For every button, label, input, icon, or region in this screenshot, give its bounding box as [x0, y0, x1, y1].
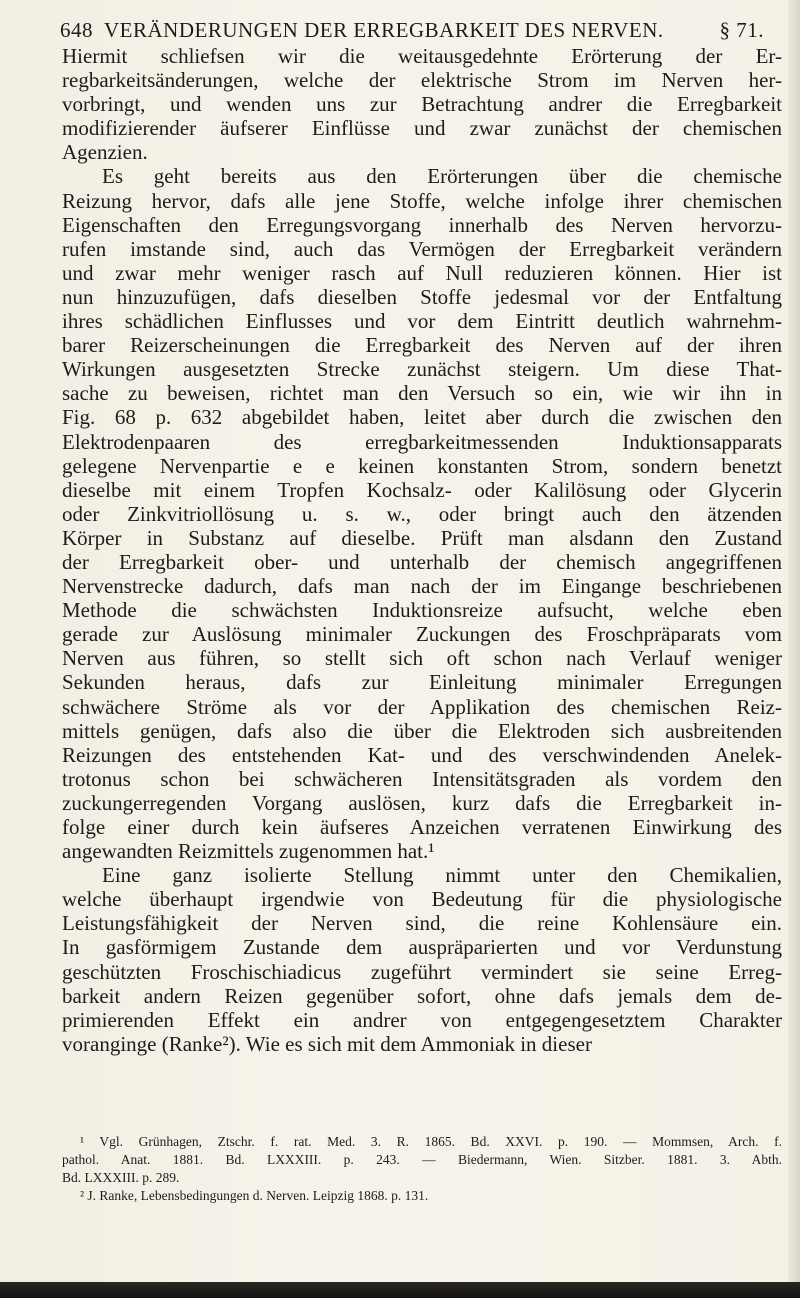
- scan-edge-bar: [0, 1282, 800, 1298]
- text-line: Sekunden heraus, dafs zur Einleitung minimaler Erregungen: [62, 670, 782, 695]
- text-line: voranginge (Ranke²). Wie es sich mit dem Ammoniak in dieser: [62, 1031, 592, 1056]
- text-line: Eine ganz isolierte Stellung nimmt unter den Chemikalien,: [102, 863, 782, 888]
- text-line: dieselbe mit einem Tropfen Kochsalz- oder Kalilösung oder Glycerin: [62, 477, 782, 502]
- text-line: welche überhaupt irgendwie von Bedeutung für die physiologische: [62, 887, 782, 912]
- text-line: gelegene Nervenpartie e e keinen konstanten Strom, sondern benetzt: [62, 453, 782, 478]
- footnotes: [62, 1133, 782, 1205]
- text-line: trotonus schon bei schwächeren Intensitätsgraden als vordem den: [62, 766, 782, 791]
- footnote-line: ² J. Ranke, Lebensbedingungen d. Nerven. Leipzig 1868. p. 131.: [80, 1188, 429, 1203]
- text-line: Wirkungen ausgesetzten Strecke zunächst steigern. Um diese That-: [62, 357, 782, 382]
- text-line: Nerven aus führen, so stellt sich oft schon nach Verlauf weniger: [62, 646, 782, 671]
- text-line: In gasförmigem Zustande dem auspräparierten und vor Verdunstung: [62, 935, 782, 960]
- text-line: modifizierender äufserer Einflüsse und zwar zunächst der chemischen: [62, 116, 782, 141]
- text-line: nun hinzuzufügen, dafs dieselben Stoffe jedesmal vor der Entfaltung: [62, 284, 782, 309]
- text-line: der Erregbarkeit ober- und unterhalb der chemisch angegriffenen: [62, 549, 782, 574]
- text-line: geschützten Froschischiadicus zugeführt vermindert sie seine Erreg-: [62, 959, 782, 984]
- text-line: oder Zinkvitriollösung u. s. w., oder bringt auch den ätzenden: [62, 501, 782, 526]
- text-line: Agenzien.: [62, 140, 148, 165]
- text-line: schwächere Ströme als vor der Applikation des chemischen Reiz-: [62, 694, 782, 719]
- text-line: Leistungsfähigkeit der Nerven sind, die reine Kohlensäure ein.: [62, 911, 782, 936]
- text-line: angewandten Reizmittels zugenommen hat.¹: [62, 839, 435, 864]
- text-line: sache zu beweisen, richtet man den Versuch so ein, wie wir ihn in: [62, 381, 782, 406]
- text-line: ihres schädlichen Einflusses und vor dem Eintritt deutlich wahrnehm-: [62, 309, 782, 334]
- text-line: Eigenschaften den Erregungsvorgang innerhalb des Nerven hervorzu-: [62, 212, 782, 237]
- page-number: 648: [60, 18, 93, 42]
- text-line: Körper in Substanz auf dieselbe. Prüft man alsdann den Zustand: [62, 525, 782, 550]
- text-line: Fig. 68 p. 632 abgebildet haben, leitet aber durch die zwischen den: [62, 405, 782, 430]
- text-line: Reizung hervor, dafs alle jene Stoffe, welche infolge ihrer chemischen: [62, 188, 782, 213]
- text-line: Hiermit schliefsen wir die weitausgedehnte Erörterung der Er-: [62, 44, 782, 68]
- body-text: [62, 44, 782, 1056]
- text-line: Es geht bereits aus den Erörterungen über die chemische: [102, 164, 782, 189]
- footnote-line: ¹ Vgl. Grünhagen, Ztschr. f. rat. Med. 3. R. 1865. Bd. XXVI. p. 190. — Mommsen, Arch. f.: [80, 1134, 782, 1149]
- text-line: primierenden Effekt ein andrer von entgegengesetztem Charakter: [62, 1007, 782, 1032]
- text-line: zuckungerregenden Vorgang auslösen, kurz dafs die Erregbarkeit in-: [62, 790, 782, 815]
- text-line: Methode die schwächsten Induktionsreize aufsucht, welche eben: [62, 598, 782, 623]
- footnote-line: Bd. LXXXIII. p. 289.: [62, 1170, 180, 1185]
- page-edge: [788, 0, 800, 1298]
- running-title: VERÄNDERUNGEN DER ERREGBARKEIT DES NERVEN.: [104, 18, 664, 42]
- text-line: barer Reizerscheinungen die Erregbarkeit des Nerven auf der ihren: [62, 333, 782, 358]
- text-line: regbarkeitsänderungen, welche der elektrische Strom im Nerven her-: [62, 68, 782, 93]
- text-line: mittels genügen, dafs also die über die Elektroden sich ausbreitenden: [62, 718, 782, 743]
- page-header: [60, 12, 782, 42]
- section-number: § 71.: [719, 18, 764, 42]
- text-line: folge einer durch kein äufseres Anzeichen verratenen Einwirkung des: [62, 815, 782, 839]
- text-line: gerade zur Auslösung minimaler Zuckungen des Froschpräparats vom: [62, 622, 782, 647]
- footnote-line: pathol. Anat. 1881. Bd. LXXXIII. p. 243. — Biedermann, Wien. Sitzber. 1881. 3. Abth.: [62, 1152, 782, 1167]
- text-line: rufen imstande sind, auch das Vermögen der Erregbarkeit verändern: [62, 236, 782, 261]
- text-line: barkeit andern Reizen gegenüber sofort, ohne dafs jemals dem de-: [62, 983, 782, 1008]
- text-line: Reizungen des entstehenden Kat- und des verschwindenden Anelek-: [62, 742, 782, 767]
- text-line: Nervenstrecke dadurch, dafs man nach der im Eingange beschriebenen: [62, 574, 782, 599]
- text-line: Elektrodenpaaren des erregbarkeitmessenden Induktionsapparats: [62, 429, 782, 454]
- text-line: und zwar mehr weniger rasch auf Null reduzieren können. Hier ist: [62, 260, 782, 285]
- text-line: vorbringt, und wenden uns zur Betrachtung andrer die Erregbarkeit: [62, 92, 782, 117]
